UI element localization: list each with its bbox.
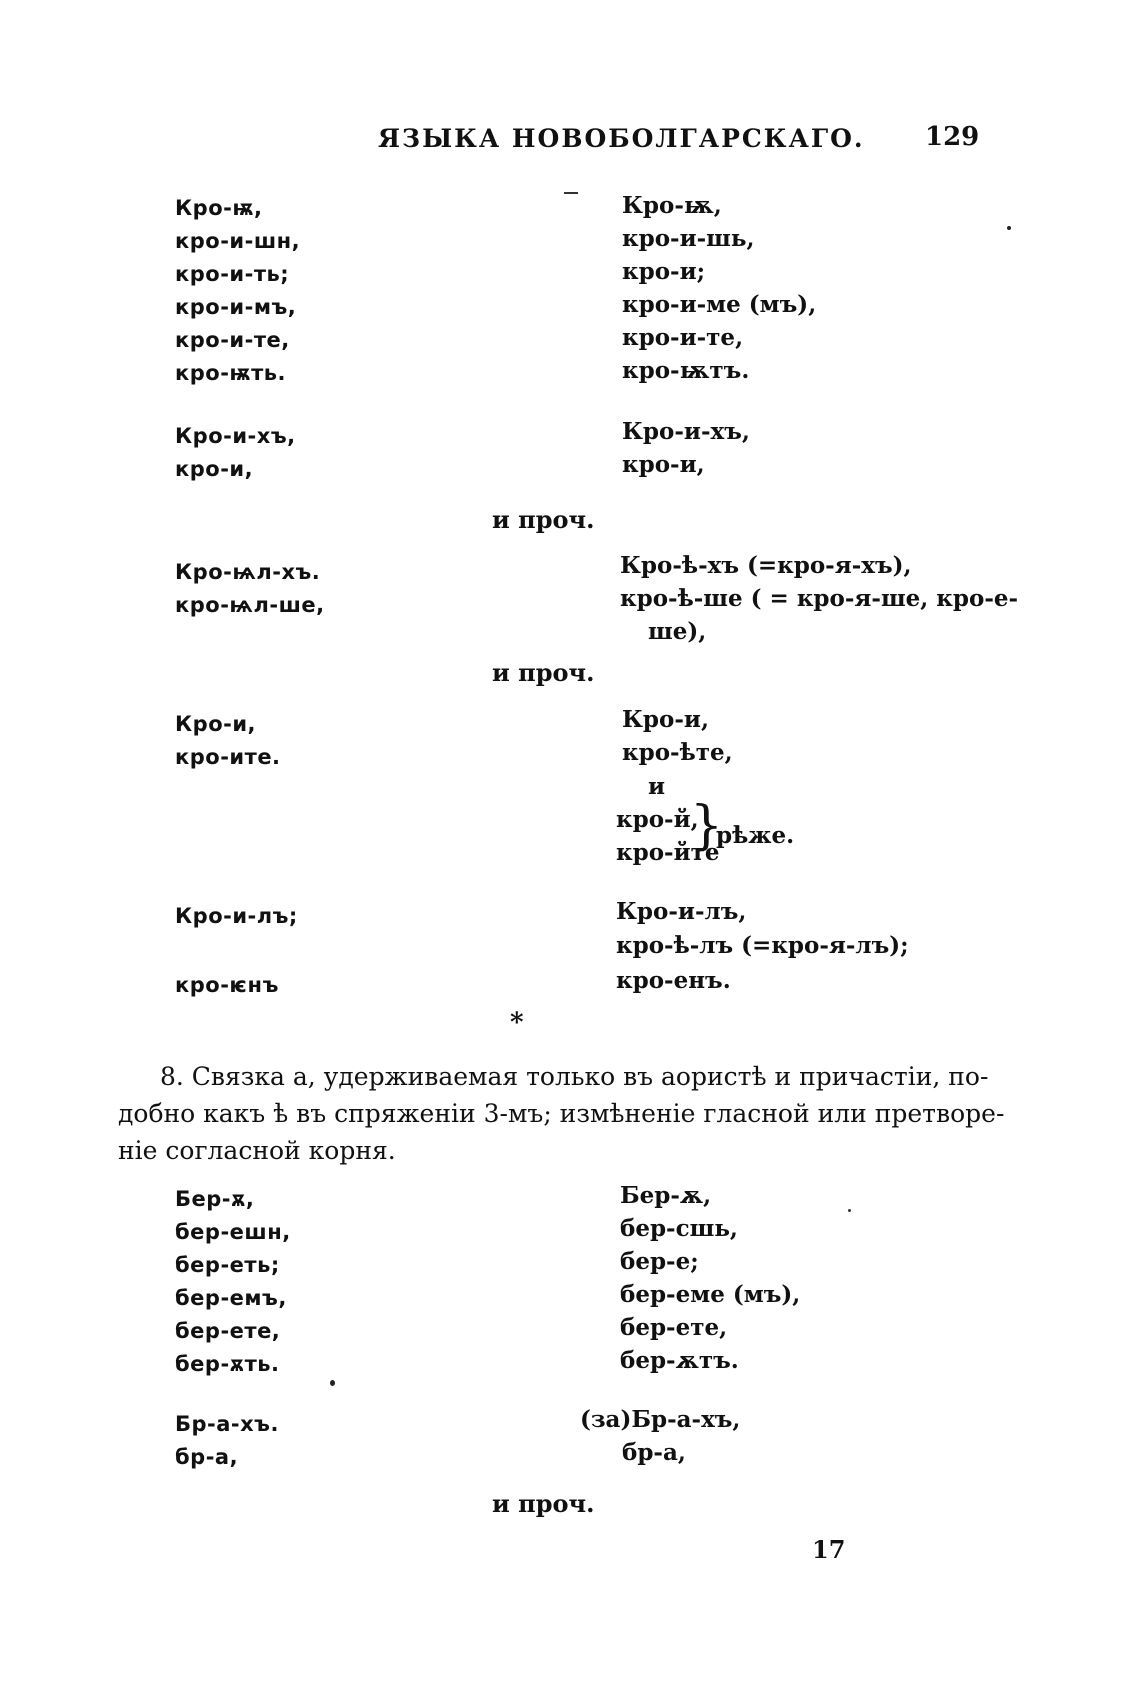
right-form: кро-и; (622, 258, 706, 285)
right-form: бер-ѫтъ. (620, 1347, 739, 1374)
right-form: Кро-ѣ-хъ (=кро-я-хъ), (620, 552, 912, 579)
left-form: Кро-и-хъ, (175, 424, 296, 448)
etc-label: и проч. (492, 505, 595, 534)
left-form: кро-ѭть. (175, 361, 287, 385)
usage-note: рѣже. (716, 822, 795, 849)
paragraph-line: 8. Связка а, удерживаемая только въ аористѣ и причастіи, по- (160, 1062, 989, 1091)
right-form: Кро-и, (622, 706, 709, 733)
left-form: кро-и-мъ, (175, 295, 297, 319)
left-form: Кро-и-лъ; (175, 904, 298, 928)
etc-label: и проч. (492, 658, 595, 687)
right-form: кро-енъ. (616, 967, 731, 994)
brace-symbol: } (690, 796, 724, 856)
page-number: 129 (925, 122, 980, 152)
left-form: Кро-и, (175, 712, 257, 736)
right-form: бр-а, (622, 1439, 686, 1466)
right-form: Кро-и-хъ, (622, 418, 750, 445)
left-form: кро-и, (175, 457, 254, 481)
left-form: Бер-ѫ, (175, 1187, 255, 1211)
right-form: (за)Бр-а-хъ, (580, 1406, 741, 1433)
left-form: кро-и-те, (175, 328, 290, 352)
paragraph-line: добно какъ ѣ въ спряженіи 3-мъ; измѣненіе гласной или претворе- (118, 1099, 1005, 1128)
left-form: Кро-ѭ, (175, 196, 263, 220)
left-form: бер-ете, (175, 1319, 281, 1343)
print-speck (330, 1380, 335, 1386)
left-form: кро-ѥнъ (175, 973, 279, 997)
left-form: кро-ѩл-ше, (175, 593, 325, 617)
left-form: бер-ѫть. (175, 1352, 280, 1376)
right-form: кро-и, (622, 451, 705, 478)
left-form: кро-и-шн, (175, 229, 301, 253)
left-form: кро-ите. (175, 745, 281, 769)
right-form: Бер-ѫ, (620, 1182, 712, 1209)
signature-mark: 17 (812, 1535, 846, 1564)
print-speck (848, 1209, 851, 1212)
left-form: бер-ешн, (175, 1220, 291, 1244)
right-form: ше), (648, 618, 707, 645)
paragraph-line: ніе согласной корня. (118, 1136, 396, 1165)
etc-label: и проч. (492, 1489, 595, 1518)
right-form: кро-ѭтъ. (622, 357, 750, 384)
print-speck (564, 192, 578, 194)
running-title: ЯЗЫКА НОВОБОЛГАРСКАГО. (378, 124, 865, 153)
right-form: бер-еме (мъ), (620, 1281, 801, 1308)
right-form: кро-ѣте, (622, 739, 733, 766)
right-form: кро-ѣ-лъ (=кро-я-лъ); (616, 932, 909, 959)
right-form: Кро-ѭ, (622, 192, 722, 219)
print-speck (1007, 226, 1011, 230)
right-form: кро-и-шь, (622, 225, 755, 252)
right-form: Кро-и-лъ, (616, 898, 747, 925)
right-form: бер-ете, (620, 1314, 728, 1341)
right-form: и (648, 773, 666, 800)
right-form: кро-ѣ-ше ( = кро-я-ше, кро-е- (620, 585, 1019, 612)
left-form: кро-и-ть; (175, 262, 290, 286)
right-form: кро-и-те, (622, 324, 744, 351)
left-form: бер-еть; (175, 1253, 280, 1277)
right-form: кро-йте (616, 839, 720, 866)
right-form: бер-е; (620, 1248, 699, 1275)
right-form: бер-сшь, (620, 1215, 738, 1242)
right-form: кро-й, (616, 806, 699, 833)
left-form: Кро-ѩл-хъ. (175, 560, 321, 584)
section-separator: * (510, 1008, 524, 1038)
left-form: Бр-а-хъ. (175, 1412, 279, 1436)
left-form: бр-а, (175, 1445, 239, 1469)
left-form: бер-емъ, (175, 1286, 287, 1310)
right-form: кро-и-ме (мъ), (622, 291, 817, 318)
